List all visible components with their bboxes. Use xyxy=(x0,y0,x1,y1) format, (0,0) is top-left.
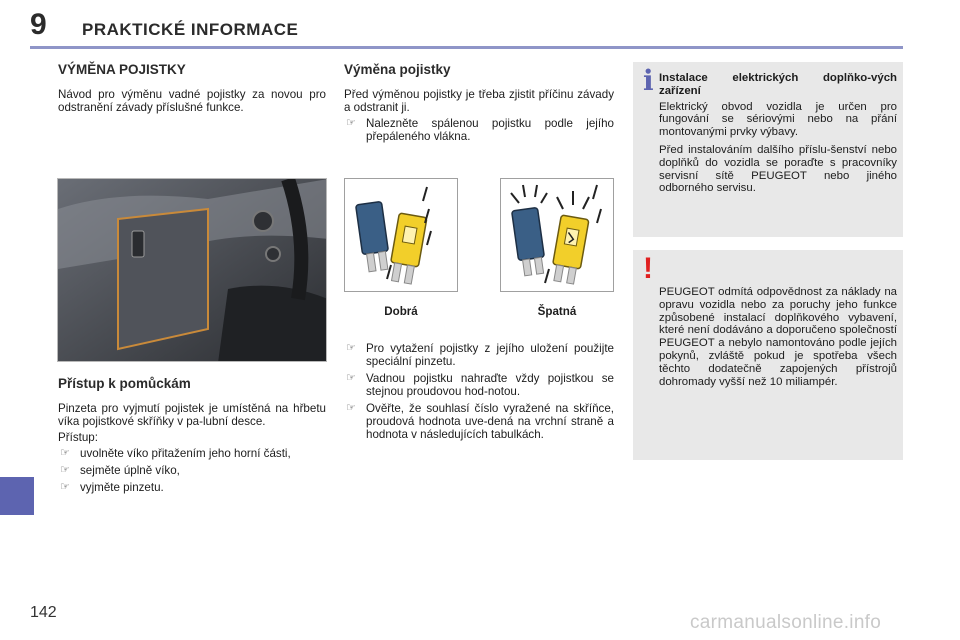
pointing-hand-icon: ☞ xyxy=(60,447,70,459)
access-steps-list xyxy=(58,447,326,494)
list-item: ☞ Nalezněte spálenou pojistku podle jejího přepáleného vlákna. xyxy=(346,117,614,143)
info-panel xyxy=(633,62,903,237)
pointing-hand-icon: ☞ xyxy=(346,402,356,414)
page-number: 142 xyxy=(30,604,57,621)
intro-paragraph: Návod pro výměnu vadné pojistky za novou pro odstranění závady příslušné funkce. xyxy=(58,88,326,114)
warning-paragraph: PEUGEOT odmítá odpovědnost za náklady na opravu vozidla nebo za poruchy jeho funkce způsobené instalací doplňkového vybavení, které není dodáváno a doporučeno společností PEUGEOT a nebylo namontováno podle jejích pokynů, zvláště pokud je spotřeba všech těchto dodatečně zapojených přístrojů dohromady vyšší než 10 miliampér. xyxy=(659,286,897,388)
fuse-find-list xyxy=(344,117,614,143)
good-fuse-label: Dobrá xyxy=(384,305,418,318)
access-label: Přístup: xyxy=(58,431,98,444)
info-panel-text xyxy=(659,72,897,200)
fuse-change-intro xyxy=(344,88,614,147)
info-panel-paragraph: Elektrický obvod vozidla je určen pro fungování se sériovými nebo na přání montovanými prvky výbavy. xyxy=(659,100,897,139)
info-icon: i xyxy=(643,64,654,97)
info-panel-title: Instalace elektrických doplňko-vých zařízení xyxy=(659,72,897,97)
pointing-hand-icon: ☞ xyxy=(346,342,356,354)
section-title-tool-access: Přístup k pomůckám xyxy=(58,376,191,391)
pointing-hand-icon: ☞ xyxy=(60,464,70,476)
tool-location-text: Pinzeta pro vyjmutí pojistek je umístěná na hřbetu víka pojistkové skříňky v pa-lubní desce. xyxy=(58,402,326,428)
list-item: ☞ Vadnou pojistku nahraďte vždy pojistkou se stejnou proudovou hod-notou. xyxy=(346,372,614,398)
chapter-title: PRAKTICKÉ INFORMACE xyxy=(82,20,299,39)
section-title-fuse-replacement: VÝMĚNA POJISTKY xyxy=(58,62,186,77)
tool-access-body xyxy=(58,402,326,498)
list-item: ☞ Ověřte, že souhlasí číslo vyražené na skříňce, proudová hodnota uve-dená na vrchní straně a hodnota v následujících tabulkách. xyxy=(346,402,614,441)
header-divider xyxy=(30,46,903,49)
list-item: ☞ uvolněte víko přitažením jeho horní části, xyxy=(60,447,291,460)
pointing-hand-icon: ☞ xyxy=(346,117,356,129)
fuse-replace-steps xyxy=(344,342,614,445)
fusebox-location-photo xyxy=(57,178,327,362)
warning-panel-text xyxy=(659,286,897,393)
warning-icon: ! xyxy=(643,252,653,285)
info-panel-paragraph: Před instalováním dalšího příslu-šenství nebo doplňků do vozidla se poraďte s pracovníky servisní sítě PEUGEOT nebo jiného odborného servisu. xyxy=(659,143,897,195)
fuse-change-intro-text: Před výměnou pojistky je třeba zjistit příčinu závady a odstranit ji. xyxy=(344,88,614,114)
chapter-side-tab xyxy=(0,477,34,515)
warning-panel xyxy=(633,250,903,460)
list-item: ☞ sejměte úplně víko, xyxy=(60,464,180,477)
bad-fuse-illustration xyxy=(500,178,614,292)
section-title-fuse-change: Výměna pojistky xyxy=(344,62,451,77)
chapter-number: 9 xyxy=(30,8,47,41)
dashboard-photo-illustration xyxy=(58,179,327,362)
fuse-replace-list xyxy=(344,342,614,441)
good-fuse-illustration xyxy=(344,178,458,292)
pointing-hand-icon: ☞ xyxy=(346,372,356,384)
pointing-hand-icon: ☞ xyxy=(60,481,70,493)
watermark: carmanualsonline.info xyxy=(690,612,882,633)
bad-fuse-label: Špatná xyxy=(537,305,577,318)
list-item: ☞ Pro vytažení pojistky z jejího uložení použijte speciální pinzetu. xyxy=(346,342,614,368)
list-item: ☞ vyjměte pinzetu. xyxy=(60,481,164,494)
